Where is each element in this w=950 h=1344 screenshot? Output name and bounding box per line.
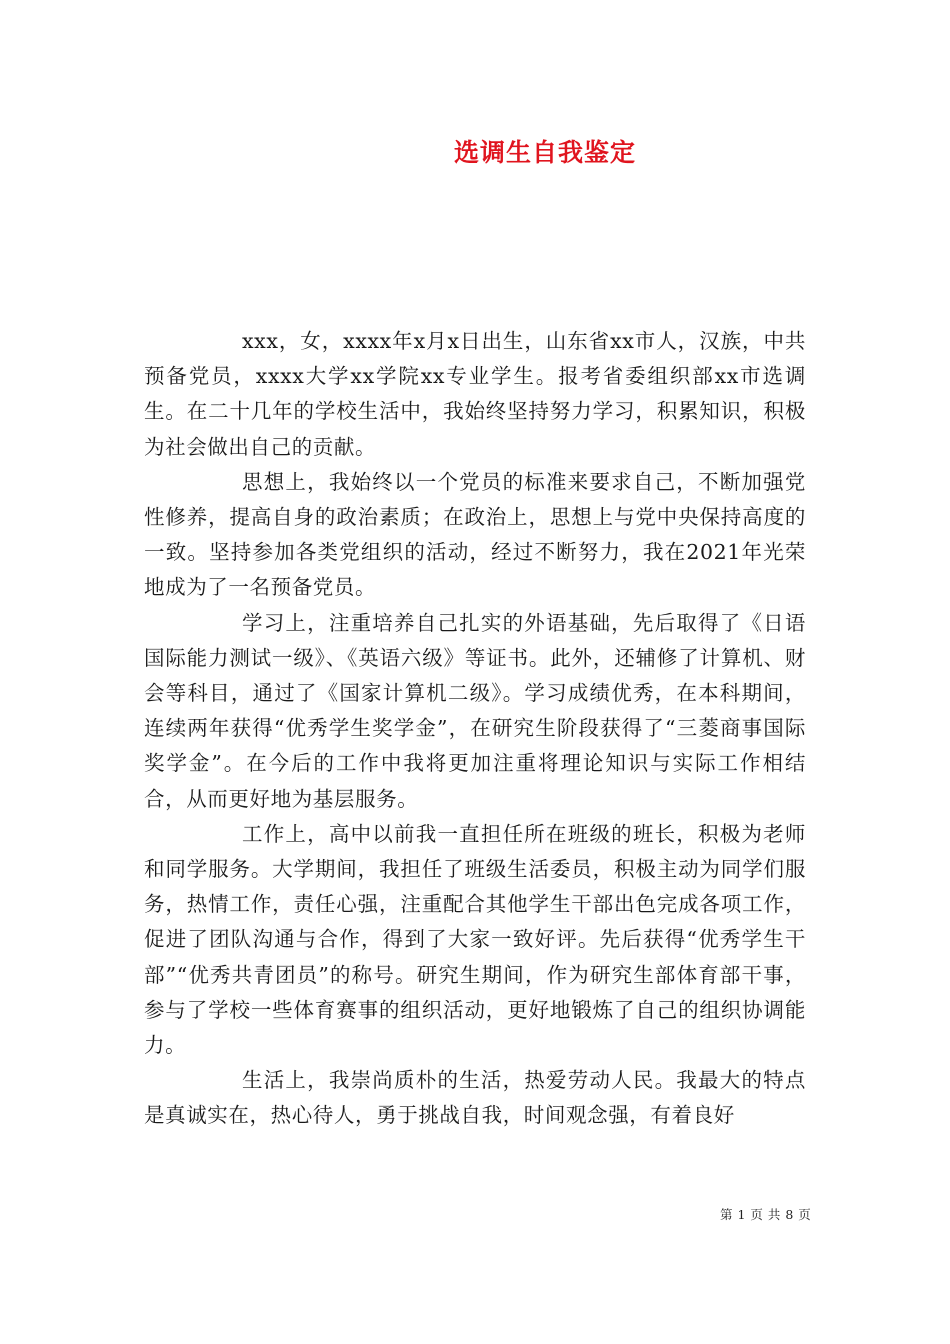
paragraph-work: 工作上，高中以前我一直担任所在班级的班长，积极为老师和同学服务。大学期间，我担任了班级生活委员，积极主动为同学们服务，热情工作，责任心强，注重配合其他学生干部出色完成各项工作，促进了团队沟通与合作，得到了大家一致好评。先后获得“优秀学生干部”“优秀共青团员”的称号。研究生期间，作为研究生部体育部干事，参与了学校一些体育赛事的组织活动，更好地锻炼了自己的组织协调能力。 (144, 821, 806, 1058)
page-number-footer: 第 1 页 共 8 页 (720, 1207, 812, 1222)
document-body (144, 324, 806, 1134)
paragraph-life: 生活上，我崇尚质朴的生活，热爱劳动人民。我最大的特点是真诚实在，热心待人，勇于挑战自我，时间观念强，有着良好 (144, 1068, 806, 1128)
paragraph-study: 学习上，注重培养自己扎实的外语基础，先后取得了《日语国际能力测试一级》、《英语六级》等证书。此外，还辅修了计算机、财会等科目，通过了《国家计算机二级》。学习成绩优秀，在本科期间，连续两年获得“优秀学生奖学金”，在研究生阶段获得了“三菱商事国际奖学金”。在今后的工作中我将更加注重将理论知识与实际工作相结合，从而更好地为基层服务。 (144, 610, 806, 811)
document-title: 选调生自我鉴定 (453, 138, 636, 167)
paragraph-ideology: 思想上，我始终以一个党员的标准来要求自己，不断加强党性修养，提高自身的政治素质；在政治上，思想上与党中央保持高度的一致。坚持参加各类党组织的活动，经过不断努力，我在2021年光荣地成为了一名预备党员。 (144, 469, 806, 600)
paragraph-intro: xxx，女，xxxx年x月x日出生，山东省xx市人，汉族，中共预备党员，xxxx大学xx学院xx专业学生。报考省委组织部xx市选调生。在二十几年的学校生活中，我始终坚持努力学习，积累知识，积极为社会做出自己的贡献。 (144, 329, 806, 459)
